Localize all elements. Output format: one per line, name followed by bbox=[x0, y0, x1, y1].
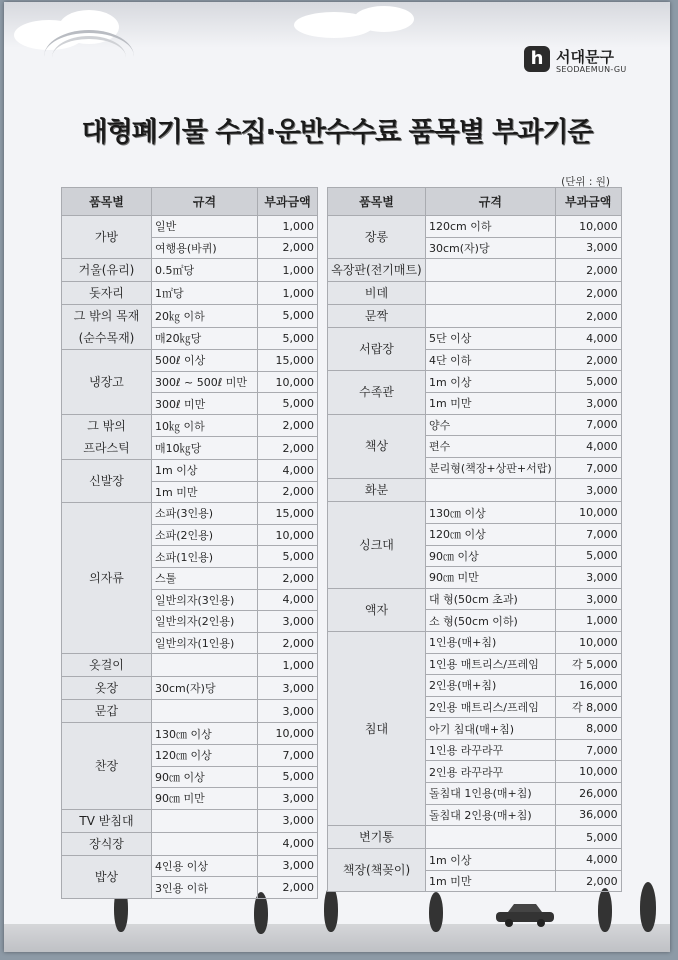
spec-cell: 1m 미만 bbox=[426, 870, 556, 892]
item-name: 프라스틱 bbox=[83, 440, 130, 455]
col-header-item: 품목별 bbox=[62, 188, 152, 216]
item-name: 옷장 bbox=[94, 681, 119, 696]
spec-cell: 소 형(50cm 이하) bbox=[426, 610, 556, 632]
col-header-spec: 규격 bbox=[426, 188, 556, 216]
item-name-cell bbox=[328, 328, 426, 371]
table-row bbox=[62, 677, 318, 700]
table-row bbox=[328, 414, 622, 436]
item-name: 수족관 bbox=[359, 385, 394, 400]
fee-cell: 5,000 bbox=[258, 393, 318, 415]
spec-cell: 일반의자(3인용) bbox=[152, 589, 258, 611]
spec-cell: 1m 이상 bbox=[426, 371, 556, 393]
fee-cell: 3,000 bbox=[258, 855, 318, 877]
item-name: 변기통 bbox=[359, 830, 394, 845]
spec-cell: 120㎝ 이상 bbox=[426, 523, 556, 545]
table-row bbox=[328, 371, 622, 393]
spec-cell: 아기 침대(매+침) bbox=[426, 718, 556, 740]
table-row bbox=[62, 809, 318, 832]
spec-cell: 1m 이상 bbox=[152, 459, 258, 481]
fee-cell: 3,000 bbox=[258, 788, 318, 810]
table-row bbox=[62, 832, 318, 855]
cloud-illustration bbox=[354, 6, 414, 32]
fee-table-right bbox=[327, 187, 622, 892]
col-header-item: 품목별 bbox=[328, 188, 426, 216]
table-row bbox=[328, 849, 622, 871]
item-name-cell bbox=[328, 479, 426, 502]
table-row bbox=[62, 259, 318, 282]
table-row bbox=[62, 654, 318, 677]
fee-cell: 2,000 bbox=[258, 481, 318, 503]
item-name-cell bbox=[328, 826, 426, 849]
fee-cell: 15,000 bbox=[258, 350, 318, 372]
table-row bbox=[62, 216, 318, 238]
item-name: 화분 bbox=[364, 483, 389, 498]
fee-cell: 4,000 bbox=[555, 436, 621, 458]
spec-cell: 1m 미만 bbox=[152, 481, 258, 503]
item-name: 장롱 bbox=[364, 230, 389, 245]
item-name-cell bbox=[62, 503, 152, 654]
table-row bbox=[62, 723, 318, 745]
item-name: 비데 bbox=[364, 286, 389, 301]
fee-cell: 3,000 bbox=[258, 809, 318, 832]
spec-cell: 90㎝ 이상 bbox=[426, 545, 556, 567]
table-row bbox=[328, 502, 622, 524]
spec-cell: 3인용 이하 bbox=[152, 877, 258, 899]
spec-cell bbox=[152, 654, 258, 677]
spec-cell: 90㎝ 미만 bbox=[426, 567, 556, 589]
item-name: 옷걸이 bbox=[89, 658, 124, 673]
fee-cell: 15,000 bbox=[258, 503, 318, 525]
spec-cell bbox=[426, 282, 556, 305]
fee-cell: 7,000 bbox=[555, 739, 621, 761]
col-header-fee: 부과금액 bbox=[555, 188, 621, 216]
spec-cell bbox=[152, 700, 258, 723]
fee-cell: 각 8,000 bbox=[555, 696, 621, 718]
spec-cell: 5단 이상 bbox=[426, 328, 556, 350]
spec-cell: 분리형(책장+상판+서랍) bbox=[426, 457, 556, 479]
table-row bbox=[328, 305, 622, 328]
item-name-cell bbox=[62, 723, 152, 809]
spec-cell: 300ℓ ~ 500ℓ 미만 bbox=[152, 371, 258, 393]
spec-cell: 대 형(50cm 초과) bbox=[426, 588, 556, 610]
spec-cell: 돌침대 1인용(매+침) bbox=[426, 783, 556, 805]
table-header-row bbox=[328, 188, 622, 216]
fee-cell: 2,000 bbox=[555, 349, 621, 371]
item-name-cell bbox=[328, 259, 426, 282]
item-name: 의자류 bbox=[89, 571, 124, 586]
item-name: 싱크대 bbox=[359, 538, 394, 553]
item-name: 문갑 bbox=[94, 704, 119, 719]
tree-icon bbox=[429, 892, 443, 932]
spec-cell: 20㎏ 이하 bbox=[152, 305, 258, 328]
ground bbox=[4, 924, 670, 952]
spec-cell: 돌침대 2인용(매+침) bbox=[426, 804, 556, 826]
table-row bbox=[62, 459, 318, 481]
fee-cell: 3,000 bbox=[555, 588, 621, 610]
item-name: 신발장 bbox=[89, 474, 124, 489]
item-name-cell bbox=[328, 216, 426, 259]
fee-cell: 5,000 bbox=[555, 826, 621, 849]
spec-cell: 130㎝ 이상 bbox=[152, 723, 258, 745]
fee-cell: 4,000 bbox=[555, 849, 621, 871]
spec-cell bbox=[152, 832, 258, 855]
table-row bbox=[62, 503, 318, 525]
item-name: 그 밖의 목재 bbox=[73, 309, 140, 324]
spec-cell: 스툴 bbox=[152, 567, 258, 589]
col-header-spec: 규격 bbox=[152, 188, 258, 216]
fee-cell: 각 5,000 bbox=[555, 653, 621, 675]
fee-cell: 3,000 bbox=[258, 700, 318, 723]
spec-cell: 90㎝ 미만 bbox=[152, 788, 258, 810]
item-name-cell bbox=[328, 305, 426, 328]
spec-cell bbox=[426, 826, 556, 849]
item-name: 옥장판(전기매트) bbox=[331, 263, 422, 278]
table-row bbox=[328, 631, 622, 653]
item-name: TV 받침대 bbox=[79, 813, 134, 828]
spec-cell bbox=[152, 809, 258, 832]
fee-cell: 10,000 bbox=[555, 502, 621, 524]
unit-note: (단위 : 원) bbox=[561, 176, 610, 188]
item-name: 문짝 bbox=[364, 309, 389, 324]
fee-cell: 1,000 bbox=[258, 259, 318, 282]
logo-english-text: SEODAEMUN-GU bbox=[556, 65, 627, 74]
fee-cell: 5,000 bbox=[258, 327, 318, 350]
fee-cell: 1,000 bbox=[258, 216, 318, 238]
spec-cell: 120cm 이하 bbox=[426, 216, 556, 238]
spec-cell: 1m 미만 bbox=[426, 392, 556, 414]
logo-korean-text: 서대문구 bbox=[556, 48, 614, 66]
spec-cell: 90㎝ 이상 bbox=[152, 766, 258, 788]
spec-cell: 30cm(자)당 bbox=[426, 237, 556, 259]
spec-cell: 300ℓ 미만 bbox=[152, 393, 258, 415]
fee-cell: 5,000 bbox=[555, 371, 621, 393]
fee-cell: 5,000 bbox=[258, 305, 318, 328]
fee-cell: 4,000 bbox=[258, 832, 318, 855]
spec-cell: 여행용(바퀴) bbox=[152, 237, 258, 259]
fee-cell: 10,000 bbox=[258, 371, 318, 393]
fee-cell: 2,000 bbox=[555, 282, 621, 305]
fee-cell: 2,000 bbox=[258, 877, 318, 899]
spec-cell: 1㎡당 bbox=[152, 282, 258, 305]
fee-cell: 10,000 bbox=[555, 761, 621, 783]
item-name: 액자 bbox=[364, 602, 389, 617]
item-name-cell bbox=[328, 282, 426, 305]
spec-cell: 1인용(매+침) bbox=[426, 631, 556, 653]
spec-cell: 2인용(매+침) bbox=[426, 675, 556, 697]
fee-cell: 5,000 bbox=[258, 546, 318, 568]
item-name: 그 밖의 bbox=[87, 418, 126, 433]
spec-cell: 소파(3인용) bbox=[152, 503, 258, 525]
item-name-cell bbox=[62, 305, 152, 350]
fee-cell: 4,000 bbox=[555, 328, 621, 350]
fee-cell: 26,000 bbox=[555, 783, 621, 805]
fee-cell: 16,000 bbox=[555, 675, 621, 697]
rainbow-illustration bbox=[52, 36, 126, 79]
spec-cell: 매10㎏당 bbox=[152, 437, 258, 460]
table-row bbox=[62, 350, 318, 372]
fee-cell: 8,000 bbox=[555, 718, 621, 740]
fee-cell: 1,000 bbox=[258, 282, 318, 305]
table-row bbox=[328, 216, 622, 238]
tree-icon bbox=[598, 888, 612, 932]
fee-cell: 10,000 bbox=[555, 631, 621, 653]
spec-cell: 일반 bbox=[152, 216, 258, 238]
seodaemun-logo bbox=[524, 46, 644, 80]
item-name-cell bbox=[328, 502, 426, 588]
item-name: 침대 bbox=[364, 721, 389, 736]
fee-cell: 3,000 bbox=[555, 392, 621, 414]
spec-cell: 소파(2인용) bbox=[152, 524, 258, 546]
item-name: 서랍장 bbox=[359, 342, 394, 357]
item-name: 냉장고 bbox=[89, 375, 124, 390]
spec-cell: 10㎏ 이하 bbox=[152, 414, 258, 437]
spec-cell: 0.5㎡당 bbox=[152, 259, 258, 282]
item-name: 거울(유리) bbox=[78, 263, 135, 278]
spec-cell: 130㎝ 이상 bbox=[426, 502, 556, 524]
fee-cell: 3,000 bbox=[258, 677, 318, 700]
item-name-cell bbox=[62, 216, 152, 259]
spec-cell: 4인용 이상 bbox=[152, 855, 258, 877]
fee-cell: 2,000 bbox=[258, 414, 318, 437]
spec-cell: 2인용 매트리스/프레임 bbox=[426, 696, 556, 718]
fee-cell: 1,000 bbox=[258, 654, 318, 677]
fee-cell: 7,000 bbox=[555, 523, 621, 545]
fee-cell: 4,000 bbox=[258, 589, 318, 611]
fee-cell: 36,000 bbox=[555, 804, 621, 826]
item-name-cell bbox=[62, 855, 152, 898]
fee-table-left bbox=[61, 187, 318, 899]
fee-cell: 3,000 bbox=[555, 237, 621, 259]
col-header-fee: 부과금액 bbox=[258, 188, 318, 216]
fee-cell: 2,000 bbox=[555, 305, 621, 328]
fee-cell: 2,000 bbox=[555, 870, 621, 892]
spec-cell: 2인용 라꾸라꾸 bbox=[426, 761, 556, 783]
table-header-row bbox=[62, 188, 318, 216]
item-name: 책장(책꽂이) bbox=[342, 863, 411, 878]
spec-cell: 소파(1인용) bbox=[152, 546, 258, 568]
item-name: 돗자리 bbox=[89, 286, 124, 301]
spec-cell: 일반의자(1인용) bbox=[152, 632, 258, 654]
item-name: (순수목재) bbox=[78, 331, 135, 346]
spec-cell bbox=[426, 479, 556, 502]
table-row bbox=[62, 305, 318, 328]
fee-cell: 2,000 bbox=[258, 632, 318, 654]
spec-cell: 편수 bbox=[426, 436, 556, 458]
table-row bbox=[328, 259, 622, 282]
spec-cell bbox=[426, 305, 556, 328]
spec-cell: 500ℓ 이상 bbox=[152, 350, 258, 372]
spec-cell: 30cm(자)당 bbox=[152, 677, 258, 700]
table-row bbox=[328, 479, 622, 502]
table-row bbox=[328, 588, 622, 610]
fee-cell: 5,000 bbox=[258, 766, 318, 788]
item-name: 찬장 bbox=[94, 759, 119, 773]
fee-cell: 2,000 bbox=[258, 437, 318, 460]
table-row bbox=[328, 328, 622, 350]
item-name-cell bbox=[328, 414, 426, 479]
item-name-cell bbox=[328, 631, 426, 825]
item-name: 가방 bbox=[94, 230, 119, 245]
spec-cell: 120㎝ 이상 bbox=[152, 744, 258, 766]
fee-cell: 2,000 bbox=[258, 567, 318, 589]
spec-cell bbox=[426, 259, 556, 282]
table-row bbox=[62, 282, 318, 305]
fee-cell: 4,000 bbox=[258, 459, 318, 481]
fee-cell: 7,000 bbox=[258, 744, 318, 766]
item-name-cell bbox=[62, 459, 152, 502]
logo-mark-icon: h bbox=[524, 46, 550, 72]
spec-cell: 양수 bbox=[426, 414, 556, 436]
table-row bbox=[62, 700, 318, 723]
item-name-cell bbox=[328, 849, 426, 892]
item-name-cell bbox=[328, 588, 426, 631]
item-name-cell bbox=[328, 371, 426, 414]
fee-cell: 3,000 bbox=[555, 479, 621, 502]
fee-cell: 10,000 bbox=[258, 723, 318, 745]
spec-cell: 1m 이상 bbox=[426, 849, 556, 871]
fee-cell: 10,000 bbox=[555, 216, 621, 238]
item-name-cell bbox=[62, 677, 152, 700]
spec-cell: 일반의자(2인용) bbox=[152, 611, 258, 633]
item-name: 장식장 bbox=[89, 836, 124, 851]
spec-cell: 매20㎏당 bbox=[152, 327, 258, 350]
fee-cell: 1,000 bbox=[555, 610, 621, 632]
fee-cell: 7,000 bbox=[555, 414, 621, 436]
fee-cell: 5,000 bbox=[555, 545, 621, 567]
item-name: 책상 bbox=[364, 439, 389, 454]
item-name-cell bbox=[62, 414, 152, 459]
fee-cell: 3,000 bbox=[555, 567, 621, 589]
table-row bbox=[328, 282, 622, 305]
table-row bbox=[328, 826, 622, 849]
fee-cell: 10,000 bbox=[258, 524, 318, 546]
item-name-cell bbox=[62, 809, 152, 832]
fee-cell: 2,000 bbox=[258, 237, 318, 259]
item-name: 밥상 bbox=[94, 869, 119, 884]
item-name-cell bbox=[62, 700, 152, 723]
spec-cell: 4단 이하 bbox=[426, 349, 556, 371]
tree-icon bbox=[324, 886, 338, 932]
car-icon bbox=[494, 902, 556, 928]
tree-icon bbox=[640, 882, 656, 932]
fee-cell: 3,000 bbox=[258, 611, 318, 633]
item-name-cell bbox=[62, 832, 152, 855]
fee-cell: 2,000 bbox=[555, 259, 621, 282]
item-name-cell bbox=[62, 259, 152, 282]
spec-cell: 1인용 라꾸라꾸 bbox=[426, 739, 556, 761]
document-title: 대형폐기물 수집·운반수수료 품목별 부과기준 bbox=[81, 117, 593, 148]
table-row bbox=[62, 855, 318, 877]
table-row bbox=[62, 414, 318, 437]
fee-cell: 7,000 bbox=[555, 457, 621, 479]
item-name-cell bbox=[62, 350, 152, 415]
item-name-cell bbox=[62, 654, 152, 677]
spec-cell: 1인용 매트리스/프레임 bbox=[426, 653, 556, 675]
item-name-cell bbox=[62, 282, 152, 305]
